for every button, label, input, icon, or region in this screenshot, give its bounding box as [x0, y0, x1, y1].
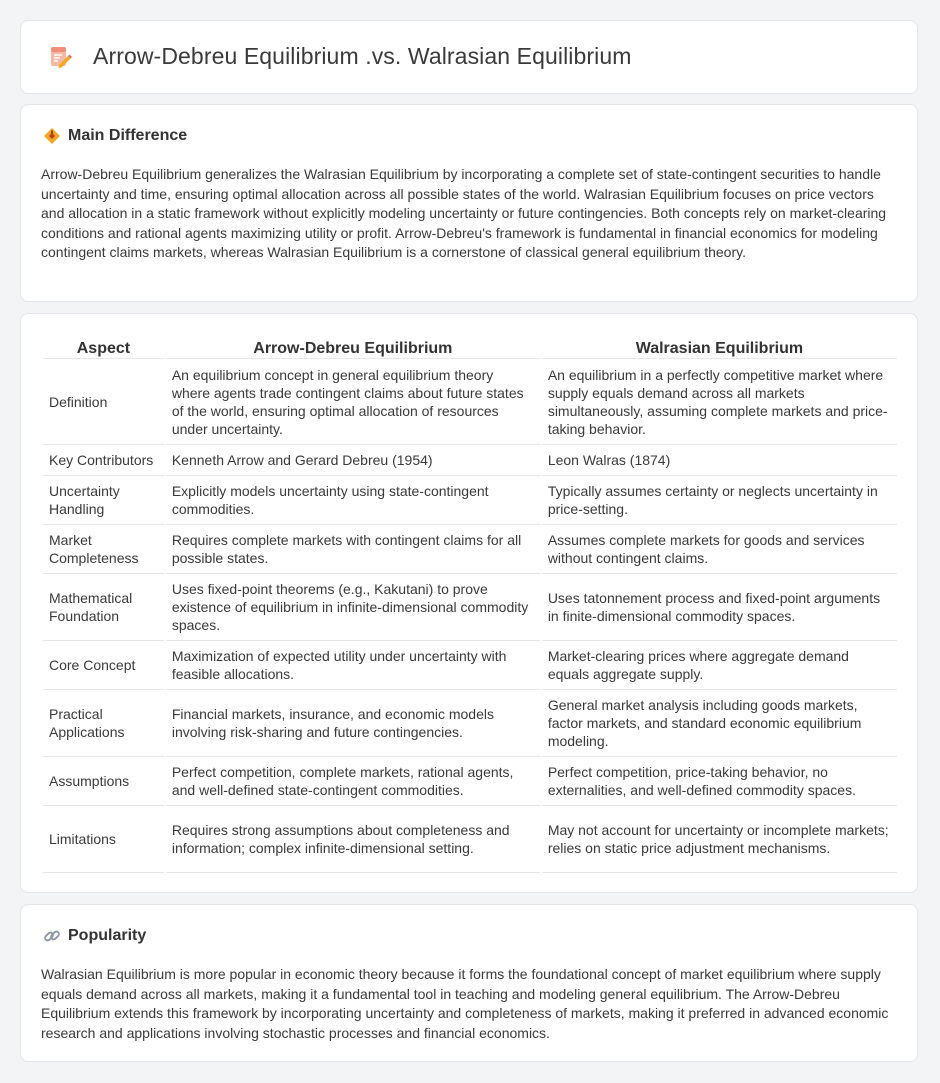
- walrasian-cell: Assumes complete markets for goods and services without contingent claims.: [542, 525, 897, 574]
- walrasian-cell: Market-clearing prices where aggregate demand equals aggregate supply.: [542, 641, 897, 690]
- table-header-row: [43, 336, 897, 359]
- walrasian-cell: Typically assumes certainty or neglects uncertainty in price-setting.: [542, 476, 897, 525]
- walrasian-cell: Leon Walras (1874): [542, 445, 897, 476]
- main-difference-heading: Main Difference: [68, 127, 188, 144]
- table-row: [43, 641, 897, 690]
- aspect-cell: Uncertainty Handling: [43, 476, 164, 525]
- main-difference-text: Arrow-Debreu Equilibrium generalizes the Walrasian Equilibrium by incorporating a complete set of state-contingent securities to handle uncertainty and time, ensuring optimal allocation across all possible states of the world. Walrasian Equilibrium focuses on price vectors and allocation in a static framework without explicitly modeling uncertainty or future contingencies. Both concepts rely on market-clearing conditions and rational agents maximizing utility or profit. Arrow-Debreu's framework is fundamental in financial economics for modeling contingent claims markets, whereas Walrasian Equilibrium is a cornerstone of classical general equilibrium theory.: [41, 166, 887, 260]
- aspect-cell: Definition: [43, 359, 164, 445]
- document-pencil-icon: [47, 44, 73, 70]
- walrasian-cell: Uses tatonnement process and fixed-point arguments in finite-dimensional commodity spaces.: [542, 574, 897, 641]
- table-row: [43, 359, 897, 445]
- popularity-text: Walrasian Equilibrium is more popular in economic theory because it forms the foundational concept of market equilibrium where supply equals demand across all markets, making it a fundamental tool in teaching and modeling general equilibrium. The Arrow-Debreu Equilibrium extends this framework by incorporating uncertainty and completeness of markets, making it preferred in advanced economic research and applications involving stochastic processes and financial economics.: [41, 966, 889, 1041]
- arrow-debreu-cell: Requires strong assumptions about completeness and information; complex infinite-dimensional setting.: [166, 806, 540, 873]
- aspect-cell: Core Concept: [43, 641, 164, 690]
- arrow-debreu-cell: An equilibrium concept in general equilibrium theory where agents trade contingent claims about future states of the world, ensuring optimal allocation of resources under uncertainty.: [166, 359, 540, 445]
- comparison-card: [20, 313, 918, 893]
- aspect-cell: Key Contributors: [43, 445, 164, 476]
- table-row: [43, 525, 897, 574]
- aspect-cell: Limitations: [43, 806, 164, 873]
- arrow-debreu-cell: Kenneth Arrow and Gerard Debreu (1954): [166, 445, 540, 476]
- popularity-card: [20, 904, 918, 1062]
- table-row: [43, 445, 897, 476]
- header-arrow-debreu: Arrow-Debreu Equilibrium: [166, 336, 540, 359]
- arrow-debreu-cell: Requires complete markets with contingent claims for all possible states.: [166, 525, 540, 574]
- comparison-table: [41, 336, 899, 873]
- arrow-debreu-cell: Explicitly models uncertainty using state-contingent commodities.: [166, 476, 540, 525]
- page-title: Arrow-Debreu Equilibrium .vs. Walrasian Equilibrium: [93, 43, 632, 69]
- arrow-debreu-cell: Uses fixed-point theorems (e.g., Kakutani) to prove existence of equilibrium in infinite-dimensional commodity spaces.: [166, 574, 540, 641]
- table-row: [43, 806, 897, 873]
- header-aspect: Aspect: [43, 336, 164, 359]
- diamond-sign-icon: [43, 127, 61, 145]
- arrow-debreu-cell: Perfect competition, complete markets, rational agents, and well-defined state-contingent commodities.: [166, 757, 540, 806]
- link-icon: [43, 927, 61, 945]
- aspect-cell: Mathematical Foundation: [43, 574, 164, 641]
- walrasian-cell: General market analysis including goods markets, factor markets, and standard economic equilibrium modeling.: [542, 690, 897, 757]
- header-card: [20, 20, 918, 94]
- main-difference-card: [20, 104, 918, 302]
- table-row: [43, 476, 897, 525]
- aspect-cell: Practical Applications: [43, 690, 164, 757]
- walrasian-cell: An equilibrium in a perfectly competitive market where supply equals demand across all markets simultaneously, assuming complete markets and price-taking behavior.: [542, 359, 897, 445]
- aspect-cell: Market Completeness: [43, 525, 164, 574]
- header-walrasian: Walrasian Equilibrium: [542, 336, 897, 359]
- popularity-heading: Popularity: [68, 927, 147, 944]
- arrow-debreu-cell: Financial markets, insurance, and economic models involving risk-sharing and future contingencies.: [166, 690, 540, 757]
- arrow-debreu-cell: Maximization of expected utility under uncertainty with feasible allocations.: [166, 641, 540, 690]
- walrasian-cell: May not account for uncertainty or incomplete markets; relies on static price adjustment mechanisms.: [542, 806, 897, 873]
- walrasian-cell: Perfect competition, price-taking behavior, no externalities, and well-defined commodity spaces.: [542, 757, 897, 806]
- aspect-cell: Assumptions: [43, 757, 164, 806]
- table-row: [43, 574, 897, 641]
- table-row: [43, 757, 897, 806]
- table-row: [43, 690, 897, 757]
